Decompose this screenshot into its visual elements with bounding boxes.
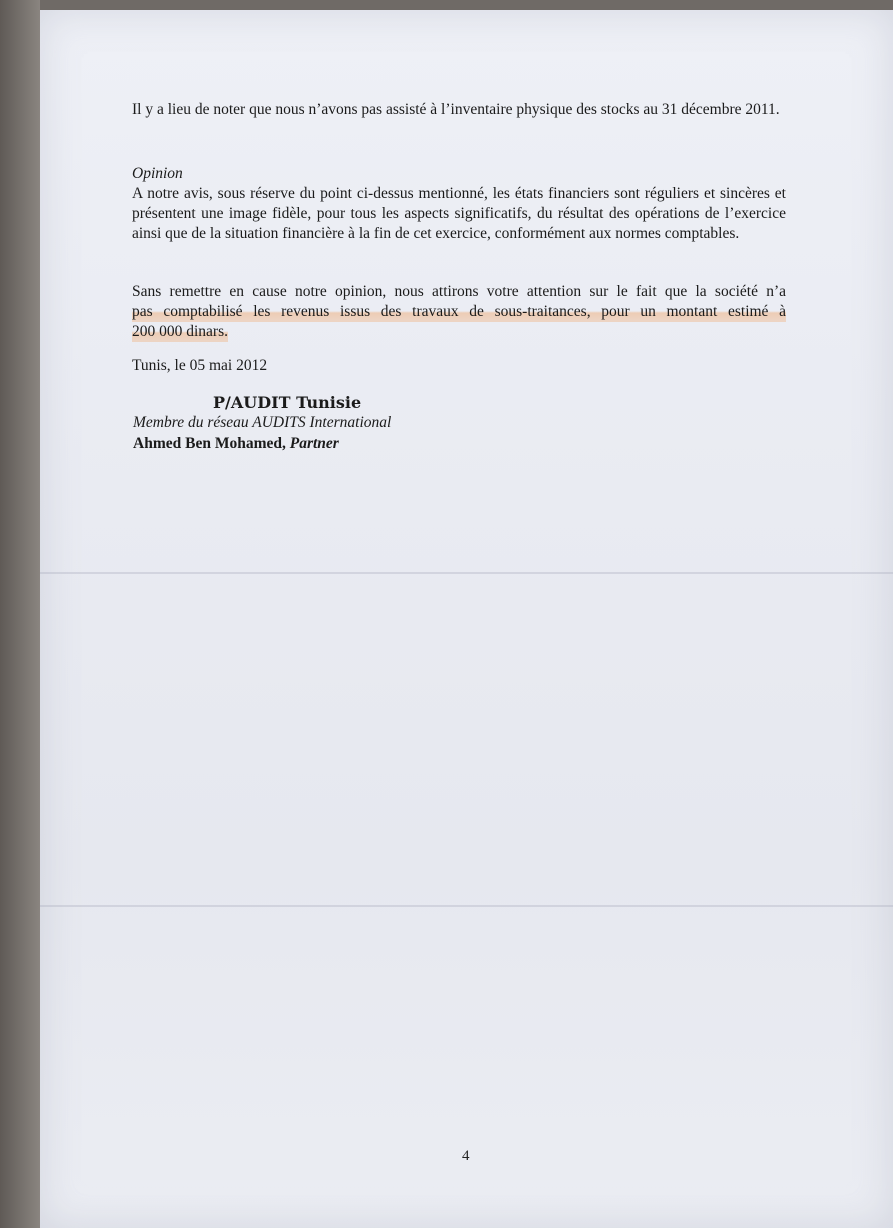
signature-firm: P/AUDIT Tunisie <box>213 393 362 412</box>
paragraph-inventory: Il y a lieu de noter que nous n’avons pas assisté à l’inventaire physique des stocks au 31 décembre 2011. <box>132 101 780 118</box>
emphasis-line-2: pas comptabilisé les revenus issus des travaux de sous-traitances, pour un montant estimé à <box>132 303 786 320</box>
opinion-heading: Opinion <box>132 165 183 182</box>
paragraph-emphasis <box>132 282 786 342</box>
signer-role: Partner <box>289 435 339 452</box>
signature-network: Membre du réseau AUDITS International <box>133 414 392 431</box>
emphasis-line-3: 200 000 dinars. <box>132 323 229 340</box>
page-number: 4 <box>462 1148 470 1164</box>
paragraph-opinion <box>132 176 786 244</box>
signer-name: Ahmed Ben Mohamed, <box>133 435 286 452</box>
emphasis-line-1: Sans remettre en cause notre opinion, nous attirons votre attention sur le fait que la société n’a <box>132 283 786 300</box>
opinion-body: A notre avis, sous réserve du point ci-dessus mentionné, les états financiers sont réguliers et sincères et présentent une image fidèle, pour tous les aspects significatifs, du résultat des opérations de l’exercice ainsi que de la situation financière à la fin de cet exercice, conformément aux normes comptables. <box>132 185 786 242</box>
place-date: Tunis, le 05 mai 2012 <box>132 357 268 374</box>
signature-signer <box>133 434 533 454</box>
